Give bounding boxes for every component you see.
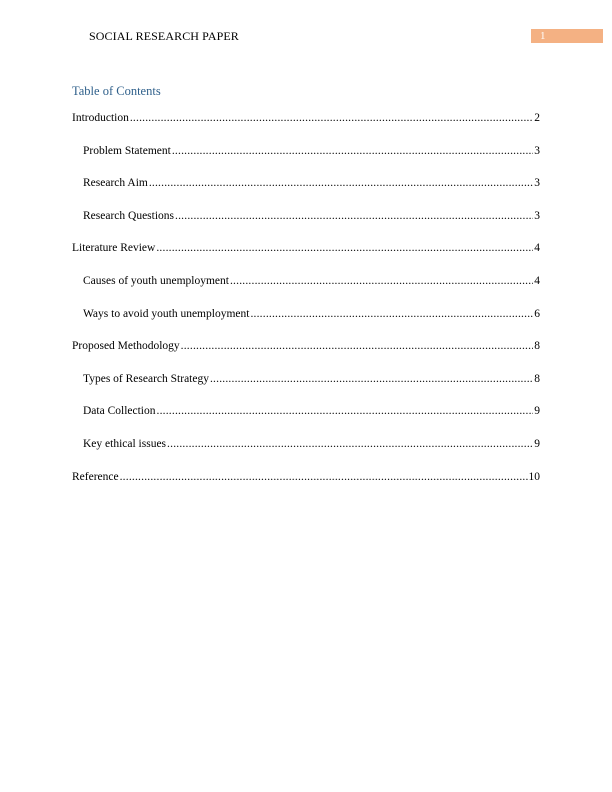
toc-entry-label: Data Collection — [83, 405, 156, 418]
toc-heading: Table of Contents — [72, 84, 161, 98]
toc-entry-key-ethical-issues[interactable] — [72, 438, 540, 471]
toc-dot-leader — [156, 242, 533, 255]
toc-entry-data-collection[interactable] — [72, 405, 540, 438]
toc-dot-leader — [157, 405, 534, 418]
toc-entry-page: 3 — [534, 144, 540, 157]
toc-entry-page: 4 — [534, 274, 540, 287]
page-number-box — [531, 29, 603, 43]
toc-entry-introduction[interactable] — [72, 112, 540, 145]
toc-entry-problem-statement[interactable] — [72, 145, 540, 178]
toc-dot-leader — [210, 373, 533, 386]
toc-entry-literature-review[interactable] — [72, 242, 540, 275]
toc-dot-leader — [120, 471, 528, 484]
toc-entry-label: Causes of youth unemployment — [83, 274, 229, 287]
page-header-title: SOCIAL RESEARCH PAPER — [89, 29, 239, 43]
toc-entry-reference[interactable] — [72, 471, 540, 504]
toc-entry-label: Problem Statement — [83, 144, 171, 157]
toc-entry-page: 3 — [534, 209, 540, 222]
toc-entry-label: Ways to avoid youth unemployment — [83, 307, 250, 320]
toc-dot-leader — [172, 145, 533, 158]
toc-entry-page: 8 — [534, 340, 540, 353]
toc-dot-leader — [181, 340, 534, 353]
toc-entry-label: Introduction — [72, 112, 129, 124]
toc-entry-proposed-methodology[interactable] — [72, 340, 540, 373]
toc-entry-causes-of-youth-unemployment[interactable] — [72, 275, 540, 308]
toc-entry-label: Proposed Methodology — [72, 340, 180, 353]
page-number: 1 — [540, 30, 546, 42]
toc-entry-label: Literature Review — [72, 242, 156, 255]
toc-entry-page: 6 — [534, 307, 540, 320]
toc-entry-research-aim[interactable] — [72, 177, 540, 210]
toc-entry-page: 2 — [534, 112, 540, 124]
toc-dot-leader — [230, 275, 533, 288]
toc-entry-page: 3 — [534, 177, 540, 190]
toc-entry-label: Research Aim — [83, 177, 148, 190]
toc-entry-page: 9 — [534, 437, 540, 450]
toc-list — [72, 112, 540, 503]
toc-dot-leader — [149, 177, 533, 190]
toc-entry-types-of-research-strategy[interactable] — [72, 373, 540, 406]
toc-entry-research-questions[interactable] — [72, 210, 540, 243]
toc-entry-page: 10 — [528, 470, 540, 483]
toc-entry-page: 9 — [534, 405, 540, 418]
toc-entry-label: Types of Research Strategy — [83, 372, 209, 385]
toc-entry-ways-to-avoid-youth-unemployment[interactable] — [72, 308, 540, 341]
toc-entry-page: 4 — [534, 242, 540, 255]
toc-entry-label: Key ethical issues — [83, 437, 167, 450]
toc-dot-leader — [167, 438, 533, 451]
toc-dot-leader — [175, 210, 533, 223]
toc-entry-label: Research Questions — [83, 209, 175, 222]
toc-dot-leader — [130, 112, 533, 125]
toc-dot-leader — [250, 308, 533, 321]
toc-entry-label: Reference — [72, 470, 119, 483]
toc-entry-page: 8 — [534, 372, 540, 385]
